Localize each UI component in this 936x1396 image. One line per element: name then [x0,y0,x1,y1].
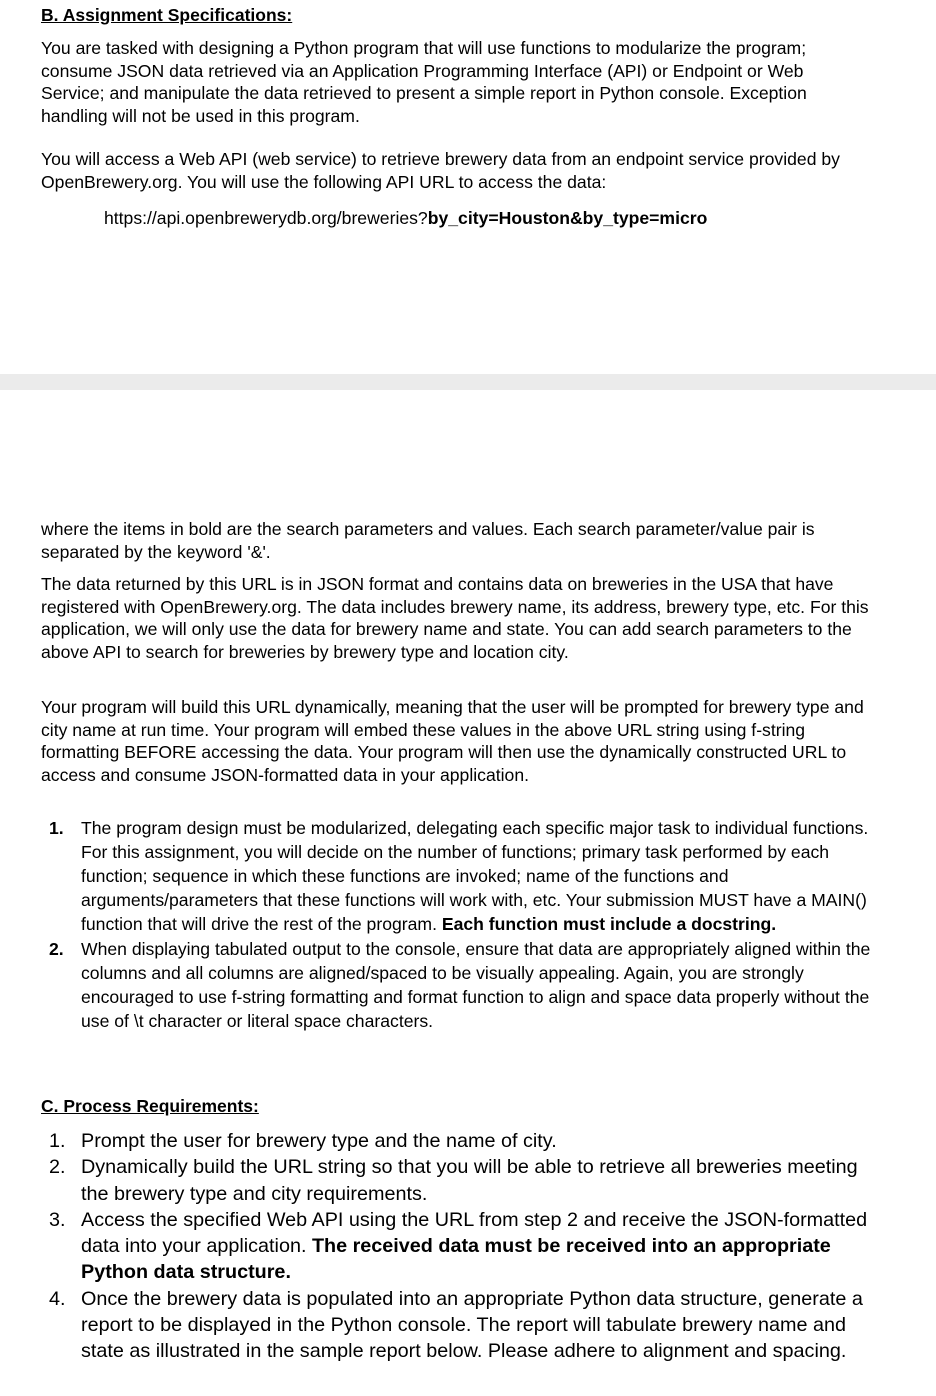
list-item [41,937,871,1033]
list-item-text: Once the brewery data is populated into an appropriate Python data structure, generate a report to be displayed in the Python console. The report will tabulate brewery name and state as illustrated in the sample report below. Please adhere to alignment and spacing. [81,1287,863,1363]
list-item-bold-text: The received data must be received into an appropriate Python data structure. [81,1235,831,1284]
list-item-text: Access the specified Web API using the URL from step 2 and receive the JSON-formatted data into your application. [81,1208,868,1258]
intro-paragraph: You are tasked with designing a Python program that will use functions to modularize the program; consume JSON data retrieved via an Application Programming Interface (API) or Endpoint or Web Service; and manipulate the data retrieved to present a simple report in Python console. Exception handling will not be used in this program. [41,38,807,126]
list-item-text: Dynamically build the URL string so that you will be able to retrieve all breweries meeting the brewery type and city requirements. [81,1156,858,1205]
process-steps-list [41,1128,871,1365]
api-paragraph: You will access a Web API (web service) to retrieve brewery data from an endpoint service provided by OpenBrewery.org. You will use the following API URL to access the data: [41,149,840,192]
list-item-text: The program design must be modularized, delegating each specific major task to individual functions. For this assignment, you will decide on the number of functions; primary task performed by each function; sequence in which these functions are invoked; name of the functions and arguments/parameters that these functions will work with, etc. Your submission MUST have a MAIN() function that will drive the rest of the program. [81,818,869,934]
list-item [41,1207,871,1286]
list-item [41,1128,871,1154]
requirements-list [41,816,871,1033]
dynamic-url-paragraph: Your program will build this URL dynamically, meaning that the user will be prompted for brewery type and city name at run time. Your program will embed these values in the above URL string using f-string formatting BEFORE accessing the data. Your program will then use the dynamically constructed URL to access and consume JSON-formatted data in your application. [41,697,864,785]
section-b-heading: B. Assignment Specifications: [41,5,293,25]
list-item-text: When displaying tabulated output to the console, ensure that data are appropriately aligned within the columns and all columns are aligned/spaced to be visually appealing. Again, you are strongly encouraged to use f-string formatting and format function to align and space data properly without the use of \t character or literal space characters. [81,939,871,1031]
list-item-number: 2. [49,939,64,959]
list-item-text: Prompt the user for brewery type and the name of city. [81,1130,557,1152]
bold-items-paragraph: where the items in bold are the search parameters and values. Each search parameter/value pair is separated by the keyword '&'. [41,519,815,562]
list-item [41,816,871,936]
api-url-params: by_city=Houston&by_type=micro [427,208,708,228]
list-item-bold-text: Each function must include a docstring. [441,914,777,934]
list-item-number: 4. [49,1287,66,1310]
list-item [41,1154,871,1207]
list-item-number: 3. [49,1208,66,1231]
api-url [104,207,707,229]
api-url-base: https://api.openbrewerydb.org/breweries? [104,208,428,228]
list-item-number: 1. [49,1130,66,1152]
json-data-paragraph: The data returned by this URL is in JSON format and contains data on breweries in the USA that have registered with OpenBrewery.org. The data includes brewery name, its address, brewery type, etc. For this application, we will only use the data for brewery name and state. You can add search parameters to the above API to search for breweries by brewery type and location city. [41,574,869,662]
page-break-divider [0,374,936,390]
list-item-number: 1. [49,818,64,838]
section-c-heading: C. Process Requirements: [41,1096,259,1116]
list-item [41,1286,871,1365]
list-item-number: 2. [49,1156,66,1179]
